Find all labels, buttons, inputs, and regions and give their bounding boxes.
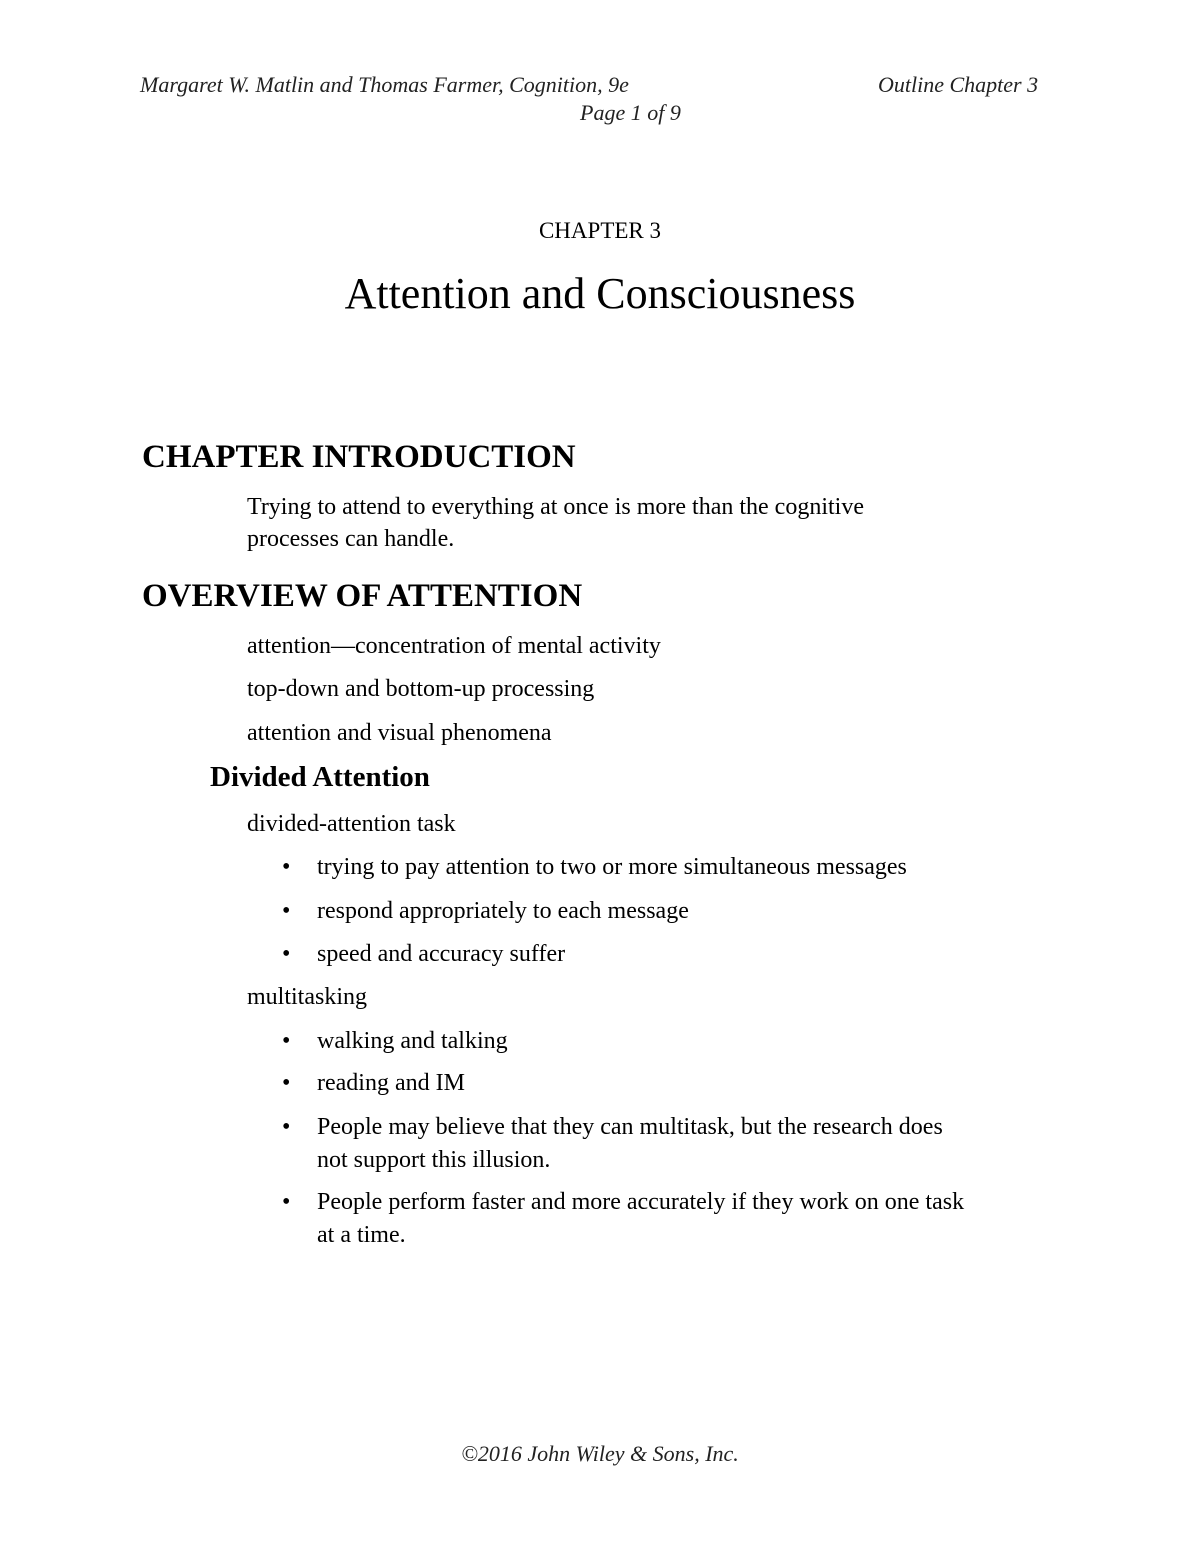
bullet-icon: • [282,854,291,880]
bullet-icon: • [282,1028,291,1054]
section-heading-overview: OVERVIEW OF ATTENTION [142,578,583,614]
list-item: speed and accuracy suffer [317,941,566,967]
chapter-title: Attention and Consciousness [344,269,856,318]
list-item: reading and IM [317,1070,465,1096]
overview-item: attention—concentration of mental activity [247,633,661,659]
bullet-icon: • [282,1070,291,1096]
list-item-continuation: not support this illusion. [317,1147,551,1173]
overview-item: top-down and bottom-up processing [247,676,595,702]
list-item-continuation: at a time. [317,1222,406,1248]
copyright-footer: ©2016 John Wiley & Sons, Inc. [461,1441,739,1466]
running-header-right: Outline Chapter 3 [878,72,1039,97]
subsection-heading-divided-attention: Divided Attention [210,761,430,793]
bullet-icon: • [282,1114,291,1140]
intro-text-line: Trying to attend to everything at once is more than the cognitive [247,494,864,520]
multitasking-label: multitasking [247,984,367,1010]
list-item: respond appropriately to each message [317,898,689,924]
divided-task-label: divided-attention task [247,811,456,837]
intro-text-line: processes can handle. [247,526,455,552]
chapter-number: CHAPTER 3 [538,218,662,243]
list-item: People may believe that they can multitask, but the research does [317,1114,943,1140]
list-item: People perform faster and more accurately if they work on one task [317,1189,965,1215]
bullet-icon: • [282,1189,291,1215]
bullet-icon: • [282,941,291,967]
bullet-icon: • [282,898,291,924]
overview-item: attention and visual phenomena [247,720,552,746]
list-item: trying to pay attention to two or more simultaneous messages [317,854,907,880]
running-header-left: Margaret W. Matlin and Thomas Farmer, Cognition, 9e [140,72,629,97]
page-number: Page 1 of 9 [580,100,681,125]
list-item: walking and talking [317,1028,508,1054]
section-heading-introduction: CHAPTER INTRODUCTION [142,439,576,475]
